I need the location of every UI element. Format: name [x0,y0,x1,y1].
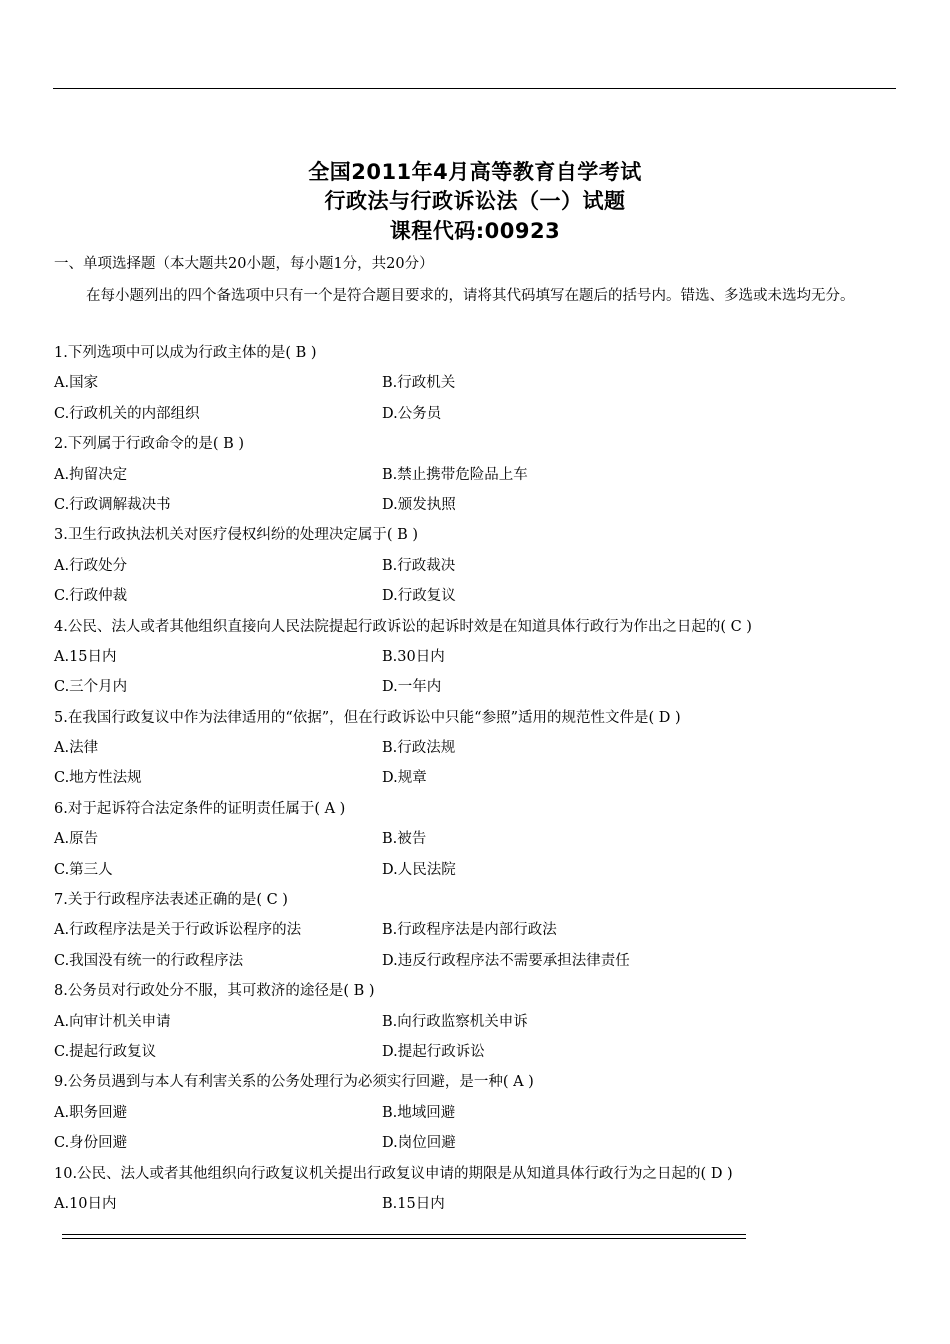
option-row [54,1128,914,1158]
question-stem-5: 5.在我国行政复议中作为法律适用的“依据”，但在行政诉讼中只能“参照”适用的规范性文件是( D ) [54,709,681,726]
question-stem-1: 1.下列选项中可以成为行政主体的是( B ) [54,345,317,361]
option-b: B.行政法规 [382,740,456,757]
question-stem-9: 9.公务员遇到与本人有利害关系的公务处理行为必须实行回避，是一种( A ) [54,1074,534,1091]
question-stem-7: 7.关于行政程序法表述正确的是( C ) [54,892,288,909]
option-a: A.10日内 [54,1195,117,1212]
option-row [54,581,914,611]
option-row [54,460,914,490]
option-row [54,672,914,702]
option-a: A.拘留决定 [54,466,128,483]
option-a: A.15日内 [54,648,117,665]
option-d: D.规章 [382,770,427,787]
option-a: A.职务回避 [54,1104,128,1121]
option-a: A.原告 [54,831,99,848]
option-c: C.身份回避 [54,1135,128,1152]
option-d: D.岗位回避 [382,1135,456,1152]
option-row [54,824,914,854]
option-b: B.30日内 [382,648,445,665]
option-b: B.地域回避 [382,1104,456,1121]
option-row [54,642,914,672]
option-c: C.行政调解裁决书 [54,496,171,513]
option-d: D.违反行政程序法不需要承担法律责任 [382,952,630,969]
option-row [54,1037,914,1067]
option-c: C.第三人 [54,861,113,878]
course-code: 课程代码:00923 [389,219,561,243]
option-row [54,399,914,429]
option-d: D.人民法院 [382,861,456,878]
option-row [54,763,914,793]
option-row [54,1189,914,1219]
section-instructions: 在每小题列出的四个备选项中只有一个是符合题目要求的，请将其代码填写在题后的括号内。错选、多选或未选均无分。 [86,288,855,304]
option-d: D.颁发执照 [382,496,456,513]
option-c: C.我国没有统一的行政程序法 [54,952,244,969]
option-a: A.向审计机关申请 [54,1013,171,1030]
section-heading: 一、单项选择题（本大题共20小题，每小题1分，共20分） [54,256,434,272]
question-stem-6: 6.对于起诉符合法定条件的证明责任属于( A ) [54,800,346,817]
top-rule [53,88,896,89]
option-d: D.提起行政诉讼 [382,1043,485,1060]
option-a: A.行政程序法是关于行政诉讼程序的法 [54,922,302,939]
option-row [54,915,914,945]
option-b: B.向行政监察机关申诉 [382,1013,528,1030]
option-a: A.法律 [54,740,99,757]
option-row [54,946,914,976]
option-c: C.三个月内 [54,679,128,696]
option-d: D.公务员 [382,405,442,422]
option-b: B.被告 [382,831,427,848]
exam-title: 全国2011年4月高等教育自学考试 [308,160,642,184]
option-row [54,1098,914,1128]
option-row [54,733,914,763]
question-stem-3: 3.卫生行政执法机关对医疗侵权纠纷的处理决定属于( B ) [54,527,419,544]
option-c: C.行政仲裁 [54,588,128,605]
question-stem-2: 2.下列属于行政命令的是( B ) [54,436,245,453]
exam-subject: 行政法与行政诉讼法（一）试题 [324,189,626,213]
option-row [54,551,914,581]
option-c: C.提起行政复议 [54,1043,157,1060]
option-row [54,368,914,398]
option-a: A.国家 [54,375,99,392]
option-row [54,855,914,885]
option-c: C.地方性法规 [54,770,142,787]
option-row [54,490,914,520]
option-c: C.行政机关的内部组织 [54,405,200,422]
option-b: B.行政程序法是内部行政法 [382,922,557,939]
option-b: B.行政裁决 [382,557,456,574]
option-b: B.15日内 [382,1195,445,1212]
option-b: B.禁止携带危险品上车 [382,466,528,483]
question-list [54,338,914,1219]
option-row [54,1007,914,1037]
question-stem-8: 8.公务员对行政处分不服，其可救济的途径是( B ) [54,983,375,1000]
option-b: B.行政机关 [382,375,456,392]
question-stem-4: 4.公民、法人或者其他组织直接向人民法院提起行政诉讼的起诉时效是在知道具体行政行为作出之日起的( C ) [54,618,752,635]
question-stem-10: 10.公民、法人或者其他组织向行政复议机关提出行政复议申请的期限是从知道具体行政行为之日起的( D ) [54,1165,733,1182]
option-d: D.一年内 [382,679,442,696]
option-a: A.行政处分 [54,557,128,574]
option-d: D.行政复议 [382,588,456,605]
footer-double-rule [62,1234,746,1239]
